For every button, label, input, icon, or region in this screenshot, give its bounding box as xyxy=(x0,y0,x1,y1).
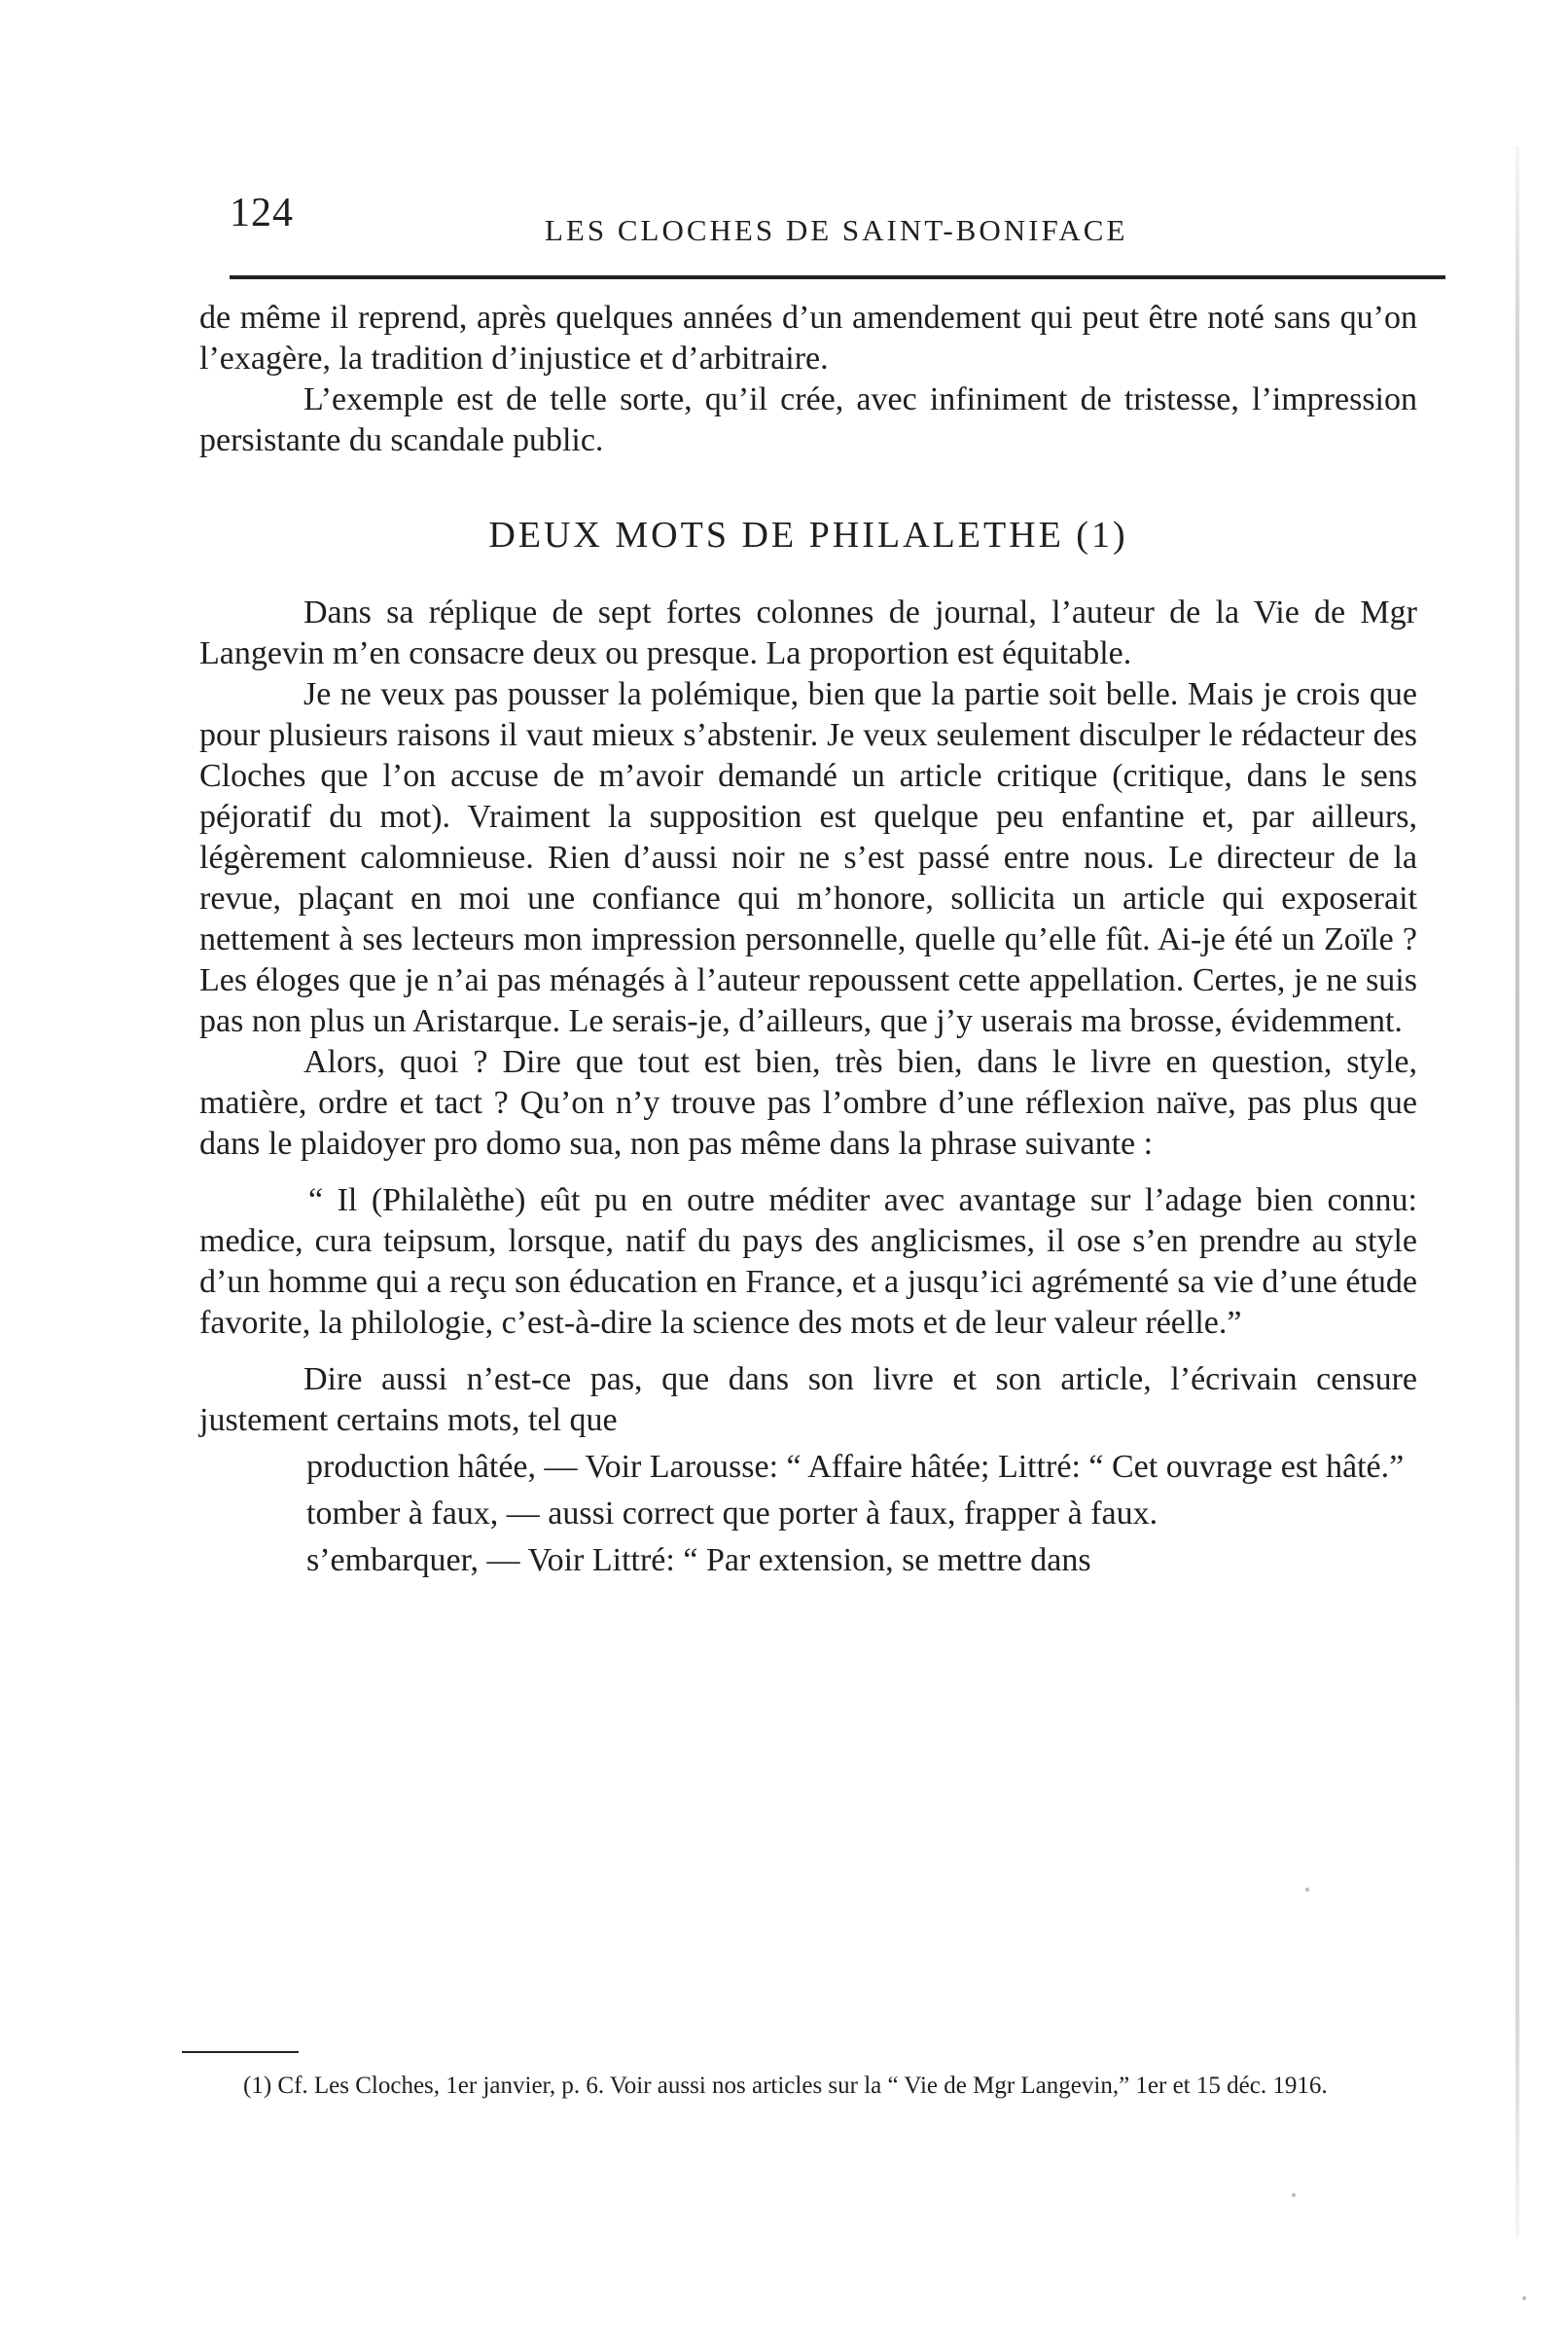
word-list-item: s’embarquer, — Voir Littré: “ Par extension, se mettre dans xyxy=(306,1542,1091,1578)
page-number: 124 xyxy=(230,191,294,235)
page-body xyxy=(199,298,1417,1581)
word-list-item: tomber à faux, — aussi correct que porter à faux, frapper à faux. xyxy=(306,1496,1158,1532)
paragraph-6: Dire aussi n’est-ce pas, que dans son livre et son article, l’écrivain censure justement certains mots, tel que xyxy=(199,1361,1417,1438)
quoted-passage: “ Il (Philalèthe) eût pu en outre méditer avec avantage sur l’adage bien connu: medice, cura teipsum, lorsque, natif du pays des anglicismes, il ose s’en prendre au style d’un homme qui a reçu son éducation en France, et a jusqu’ici agrémenté sa vie d’une étude favorite, la philologie, c’est-à-dire la science des mots et de leur valeur réelle.” xyxy=(199,1182,1417,1341)
header-rule xyxy=(230,275,1445,279)
paragraph-3: Dans sa réplique de sept fortes colonnes de journal, l’auteur de la Vie de Mgr Langevin m’en consacre deux ou presque. La proportion est équitable. xyxy=(199,595,1417,671)
section-title: DEUX MOTS DE PHILALETHE (1) xyxy=(488,515,1128,556)
paragraph-gap xyxy=(199,1344,1417,1359)
footnote-text: (1) Cf. Les Cloches, 1er janvier, p. 6. Voir aussi nos articles sur la “ Vie de Mgr Langevin,” 1er et 15 déc. 1916. xyxy=(243,2073,1328,2099)
paper-speck xyxy=(1522,2296,1526,2300)
page-edge-shadow xyxy=(1515,146,1519,2238)
running-head xyxy=(0,190,1568,258)
paragraph-4: Je ne veux pas pousser la polémique, bien que la partie soit belle. Mais je crois que pour plusieurs raisons il vaut mieux s’abstenir. Je veux seulement disculper le rédacteur des Cloches que l’on accuse de m’avoir demandé un article critique (critique, dans le sens péjoratif du mot). Vraiment la supposition est quelque peu enfantine et, par ailleurs, légèrement calomnieuse. Rien d’aussi noir ne s’est passé entre nous. Le directeur de la revue, plaçant en moi une confiance qui m’honore, sollicita un article qui exposerait nettement à ses lecteurs mon impression personnelle, quelle qu’elle fût. Ai-je été un Zoïle ? Les éloges que je n’ai pas ménagés à l’auteur repoussent cette appellation. Certes, je ne suis pas non plus un Aristarque. Le serais-je, d’ailleurs, que j’y userais ma brosse, évidemment. xyxy=(199,676,1417,1039)
paragraph-2: L’exemple est de telle sorte, qu’il crée, avec infiniment de tristesse, l’impression persistante du scandale public. xyxy=(199,381,1417,458)
footnote xyxy=(199,2071,1406,2101)
paper-speck xyxy=(1292,2193,1296,2197)
running-title: LES CLOCHES DE SAINT-BONIFACE xyxy=(545,213,1128,247)
paragraph-5: Alors, quoi ? Dire que tout est bien, très bien, dans le livre en question, style, matière, ordre et tact ? Qu’on n’y trouve pas l’ombre d’une réflexion naïve, pas plus que dans le plaidoyer pro domo sua, non pas même dans la phrase suivante : xyxy=(199,1044,1417,1162)
paragraph-1: de même il reprend, après quelques années d’un amendement qui peut être noté sans qu’on l’exagère, la tradition d’injustice et d’arbitraire. xyxy=(199,300,1417,377)
paper-speck xyxy=(1305,1888,1309,1892)
word-list-item: production hâtée, — Voir Larousse: “ Affaire hâtée; Littré: “ Cet ouvrage est hâté.” xyxy=(306,1449,1405,1485)
word-list xyxy=(306,1447,1417,1581)
footnote-rule xyxy=(182,2051,299,2053)
paragraph-gap xyxy=(199,1165,1417,1180)
